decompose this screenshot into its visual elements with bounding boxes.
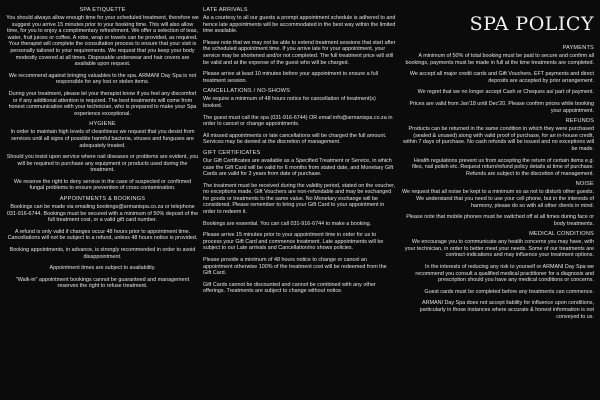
column-middle [203,7,396,395]
column-right [402,7,594,395]
policy-section [6,196,199,290]
policy-section [402,181,594,227]
section-paragraph: Bookings can be made via emailing bookings@armanispa.co.za or telephone 031-916-6744. Bookings must be secured with a minimum of 50% deposit of the full treatment cost, or a valid gift card number. [6,204,199,224]
section-paragraph: We require a minimum of 48 hours notice for cancellation of treatment(s) booked. [203,96,376,109]
section-paragraph: A refund is only valid if changes occur 48 hours prior to appointment time. Cancellations will not be subject to a refund, unless 48 hours notice is provided. [7,228,198,242]
policy-section [402,231,594,320]
policy-section [203,88,396,146]
section-paragraph: We accept all major credit cards and Gift Vouchers. EFT payments and direct deposits are accepted by prior arrangement. [409,71,594,84]
section-paragraph: "Walk-in" appointment bookings cannot be guaranteed and management reserves the right to refuse treatment. [15,276,190,290]
section-paragraph: As a courtesy to all our guests a prompt appointment schedule is adhered to and hence late appointments will be accommodated in the best way within the limited time available. [203,15,396,35]
policy-section [6,121,199,192]
section-paragraph: Please arrive at least 10 minutes before your appointment to ensure a full treatment session. [203,71,378,84]
section-paragraph: Bookings are essential. You can call 031-916-6744 to make a booking. [203,220,372,227]
policy-section [203,150,396,295]
section-paragraph: Please note that we may not be able to extend treatment sessions that start after the scheduled appointment time. If you arrive late for your appointment, your service may be shortened and/or not completed. The full treatment price will still be valid and at the expense of the guest who will be charged. [203,39,396,66]
section-paragraph: Please provide a minimum of 48 hours notice to change or cancel an appointment otherwise 100% of the treatment cost will be redeemed from the Gift Card. [203,257,387,277]
section-paragraph: We recommend against bringing valuables to the spa. ARMANI Day Spa is not responsible for any lost or stolen items. [8,72,197,86]
section-paragraph: We request that all noise be kept to a minimum so as not to disturb other guests. We understand that you need to use your cell phone, but in the interests of harmony, please do so with all other clients in mind. [402,189,594,209]
section-paragraph: We reserve the right to deny service in the case of suspected or confirmed fungal problems to ensure prevention of cross contamination. [13,178,192,192]
policy-section [6,7,199,117]
section-paragraph: All missed appointments or late cancellations will be charged the full amount. Services may be denied at the discretion of management. [203,132,387,146]
section-paragraph: ARMANI Day Spa does not accept liability for influence upon conditions, particularly in those instances where accurate & honest information is not conveyed to us. [419,300,594,320]
section-paragraph: Please arrive 15 minutes prior to your appointment time in order for us to process your Gift Card and commence treatment. Late appointments will be subject to our Late arrivals and Cancellation/no shows policies. [203,232,384,252]
policy-section [402,118,594,177]
section-heading: LATE ARRIVALS [203,7,248,13]
section-paragraph: Should you insist upon service where nail diseases or problems are evident, you will be required to purchase any equipment or products used during the treatment. [6,154,199,174]
section-heading: HYGIENE [89,121,116,128]
section-paragraph: Prices are valid from Jan'18 until Dec'20. Please confirm prices while booking your appointment. [409,100,594,114]
section-paragraph: Booking appointments, in advance, is strongly recommended in order to avoid disappointment. [9,247,196,260]
section-paragraph: During your treatment, please let your therapist know if you feel any discomfort or if any additional attention is required. The best treatments will come from honest communication with your technician, who is prepared to make your Spa experience exceptional. [8,90,197,117]
column-left [6,7,199,395]
section-paragraph: Products can be returned in the same condition in which they were purchased (sealed & unused) along with valid proof of purchase, for an in-house credit, within 7 days of purchase. No cash refunds will be issued and no exceptions will be made. [403,126,594,152]
section-paragraph: In order to maintain high levels of cleanliness we request that you desist from services until all signs of possible harmful bacteria, viruses and funguses are adequately treated. [10,129,195,149]
section-heading: REFUNDS [565,118,594,125]
section-paragraph: The treatment must be received during the validity period, stated on the voucher, no exceptions made. Gift Vouchers are non-refundable and may be exchanged for goods or treatments to the same value. No Monetary exchange will be considered. Please remember to bring your Gift Card to your appointment in order to redeem it. [203,182,396,216]
section-heading: APPOINTMENTS & BOOKINGS [59,196,146,203]
section-heading: NOISE [575,181,594,188]
section-heading: SPA ETIQUETTE [79,7,126,13]
section-paragraph: Our Gift Certificates are available as a Specified Treatment or Service, in which case the Gift Card will be valid for 6 months from stated date, and Monetary Gift Cards are valid for 3 years from date of purchase. [203,157,394,178]
section-paragraph: Appointment times are subject to availability. [49,265,156,272]
section-paragraph: We encourage you to communicate any health concerns you may have, with your technician, in order to better meet your needs. Some of our treatments are contract-indications and may influence your treatment options. [404,239,594,259]
section-paragraph: Guest cards must be completed before any treatments can commence. [424,288,594,295]
section-paragraph: Please note that mobile phones must be switched off at all times during face or body treatments. [406,214,594,227]
page-title: SPA POLICY [469,13,594,35]
section-paragraph: In the interests of reducing any risk to yourself or ARMANI Day Spa we recommend you consult a qualified medical practitioner for a diagnosis and prescription should you have any medical conditions or concerns. [415,264,594,284]
policy-section [203,7,396,84]
section-paragraph: The guest must call the spa (031-916-6744) OR email info@armanispa.co.za in order to cancel or change appointments. [203,114,393,128]
section-heading: MEDICAL CONDITIONS [529,231,594,238]
section-heading: PAYMENTS [562,45,594,51]
section-heading: CANCELLATIONS / NO-SHOWS [203,88,291,95]
section-heading: GIFT CERTIFICATES [203,149,261,156]
policy-section [402,45,594,114]
section-paragraph: Health regulations prevent us from accepting the return of certain items e.g. files, nail polish etc. Request return/refund policy details at time of purchase. Refunds are subject to the discretion of management. [412,157,594,177]
section-paragraph: Gift Cards cannot be discounted and cannot be combined with any other offerings. Treatments are subject to change without notice. [203,281,376,295]
section-paragraph: You should always allow enough time for your scheduled treatment, therefore we suggest you arrive 15 minutes prior to your booking time. This will also allow time, for you to enjoy a complimentary refreshment. We offer a selection of teas, water, fruit juices or coffee. A robe, wrap or towels can be provided, as required. Your therapist will complete the consultation process to ensure that your visit is personally tailored to your requirements. We request that you keep your body modestly covered at all times. Disposable underwear and hair covers are available upon request. [6,15,199,68]
section-paragraph: A minimum of 50% of total booking must be paid to secure and confirm all bookings, payments must be made in full at the time treatments are completed. [405,53,594,66]
section-paragraph: We regret that we no longer accept Cash or Cheques as/ part of payment. [417,89,594,96]
